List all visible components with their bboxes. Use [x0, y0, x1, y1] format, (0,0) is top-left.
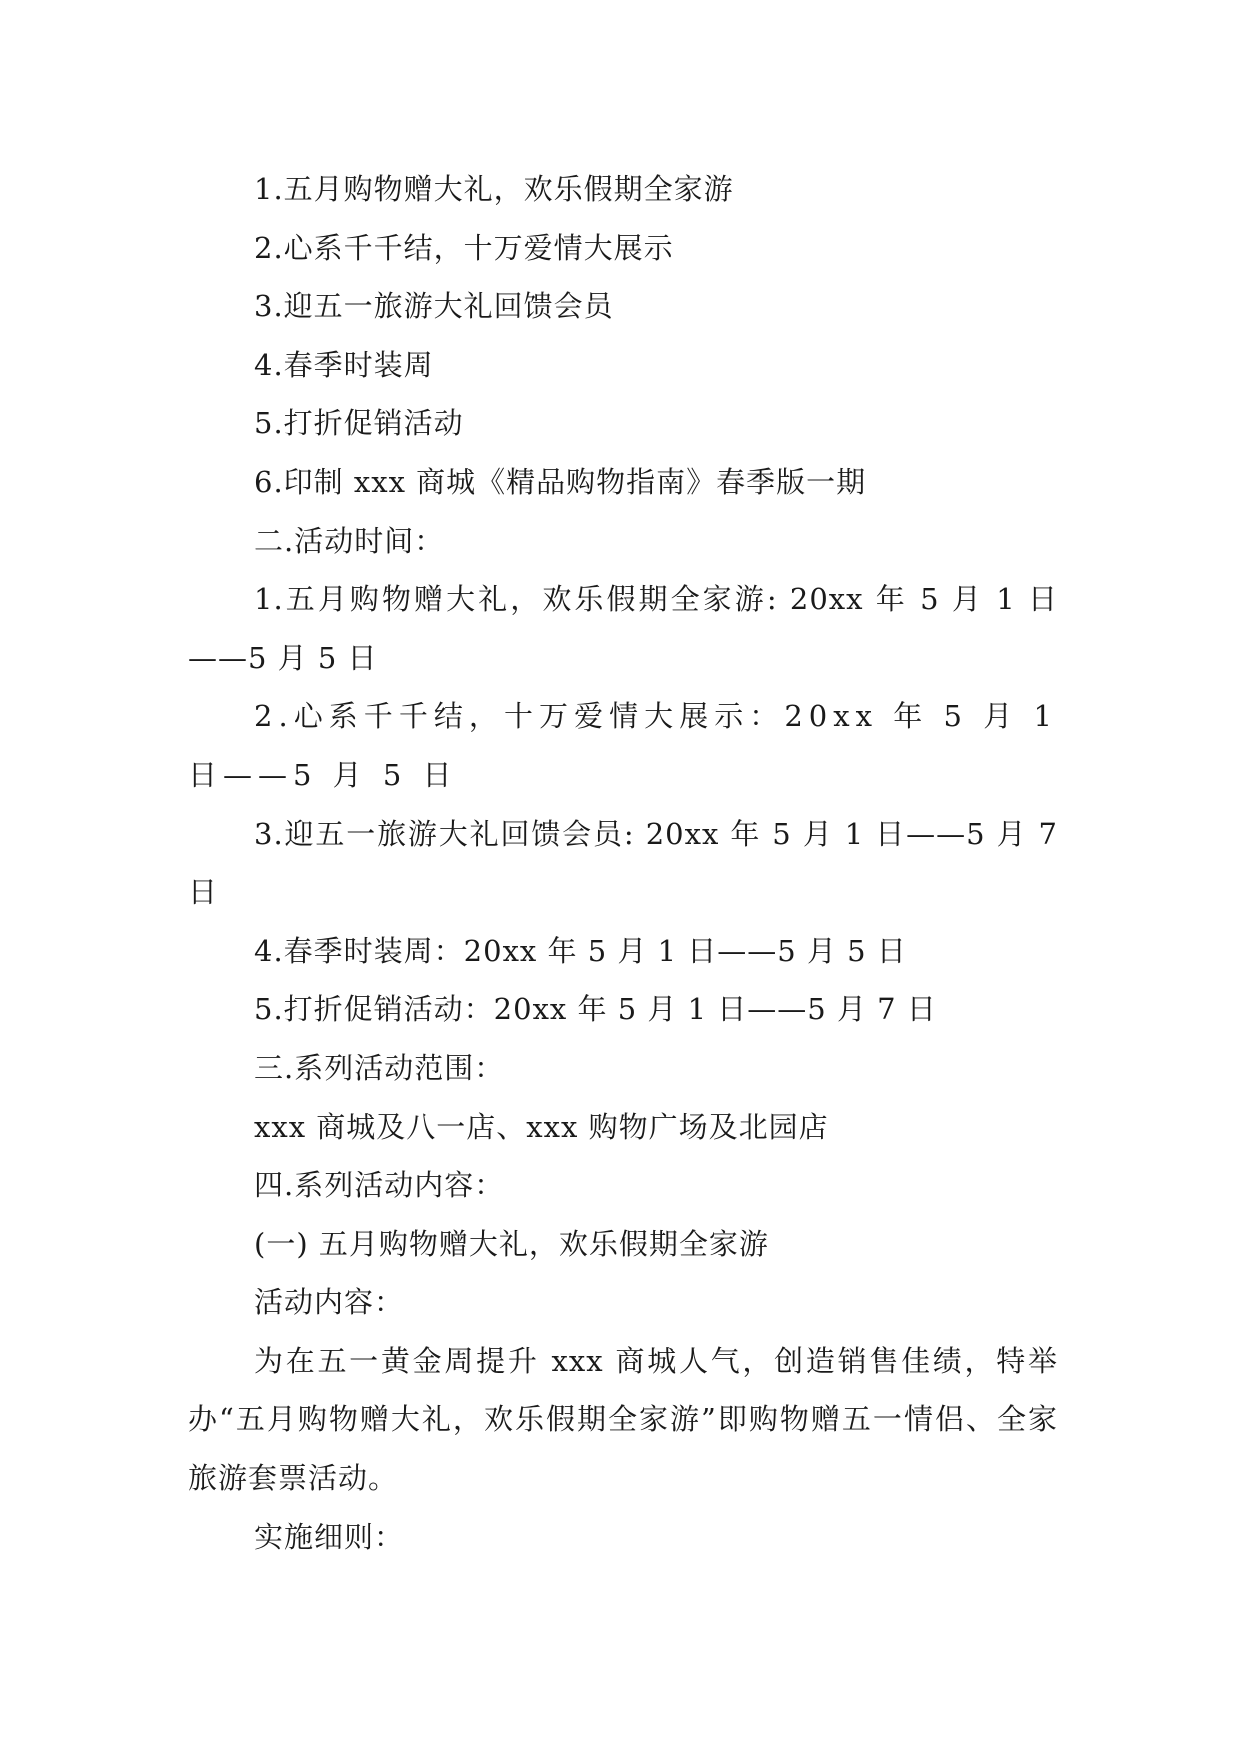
subsection-heading: (一) 五月购物赠大礼，欢乐假期全家游: [254, 1226, 769, 1261]
list-item: 4.春季时装周: [254, 347, 434, 382]
list-item: 1.五月购物赠大礼，欢乐假期全家游: [254, 172, 734, 206]
list-item: 3.迎五一旅游大礼回馈会员: 20xx 年 5 月 1 日——5 月 7 日: [188, 816, 1058, 910]
list-item: 1.五月购物赠大礼，欢乐假期全家游: 20xx 年 5 月 1 日——5 月 5 日: [188, 582, 1058, 675]
paragraph-label: 实施细则：: [254, 1519, 405, 1554]
section-heading: 二.活动时间：: [254, 523, 445, 558]
list-item: 2.心系千千结，十万爱情大展示: [254, 230, 674, 265]
paragraph-label: 活动内容：: [254, 1285, 405, 1320]
list-item: 5.打折促销活动: [254, 406, 464, 441]
list-item: 6.印制 xxx 商城《精品购物指南》春季版一期: [254, 464, 867, 499]
paragraph: xxx 商城及八一店、xxx 购物广场及北园店: [254, 1109, 829, 1144]
paragraph: 为在五一黄金周提升 xxx 商城人气，创造销售佳绩，特举办“五月购物赠大礼，欢乐假期全家游”即购物赠五一情侣、全家旅游套票活动。: [188, 1343, 1058, 1496]
document-body: [188, 160, 1058, 1566]
section-heading: 四.系列活动内容：: [254, 1168, 505, 1203]
list-item: 5.打折促销活动：20xx 年 5 月 1 日——5 月 7 日: [254, 992, 937, 1027]
section-heading: 三.系列活动范围：: [254, 1050, 505, 1085]
list-item: 4.春季时装周：20xx 年 5 月 1 日——5 月 5 日: [254, 933, 907, 968]
list-item: 2.心系千千结，十万爱情大展示：20xx 年 5 月 1 日——5 月 5 日: [188, 699, 1058, 792]
list-item: 3.迎五一旅游大礼回馈会员: [254, 289, 614, 324]
